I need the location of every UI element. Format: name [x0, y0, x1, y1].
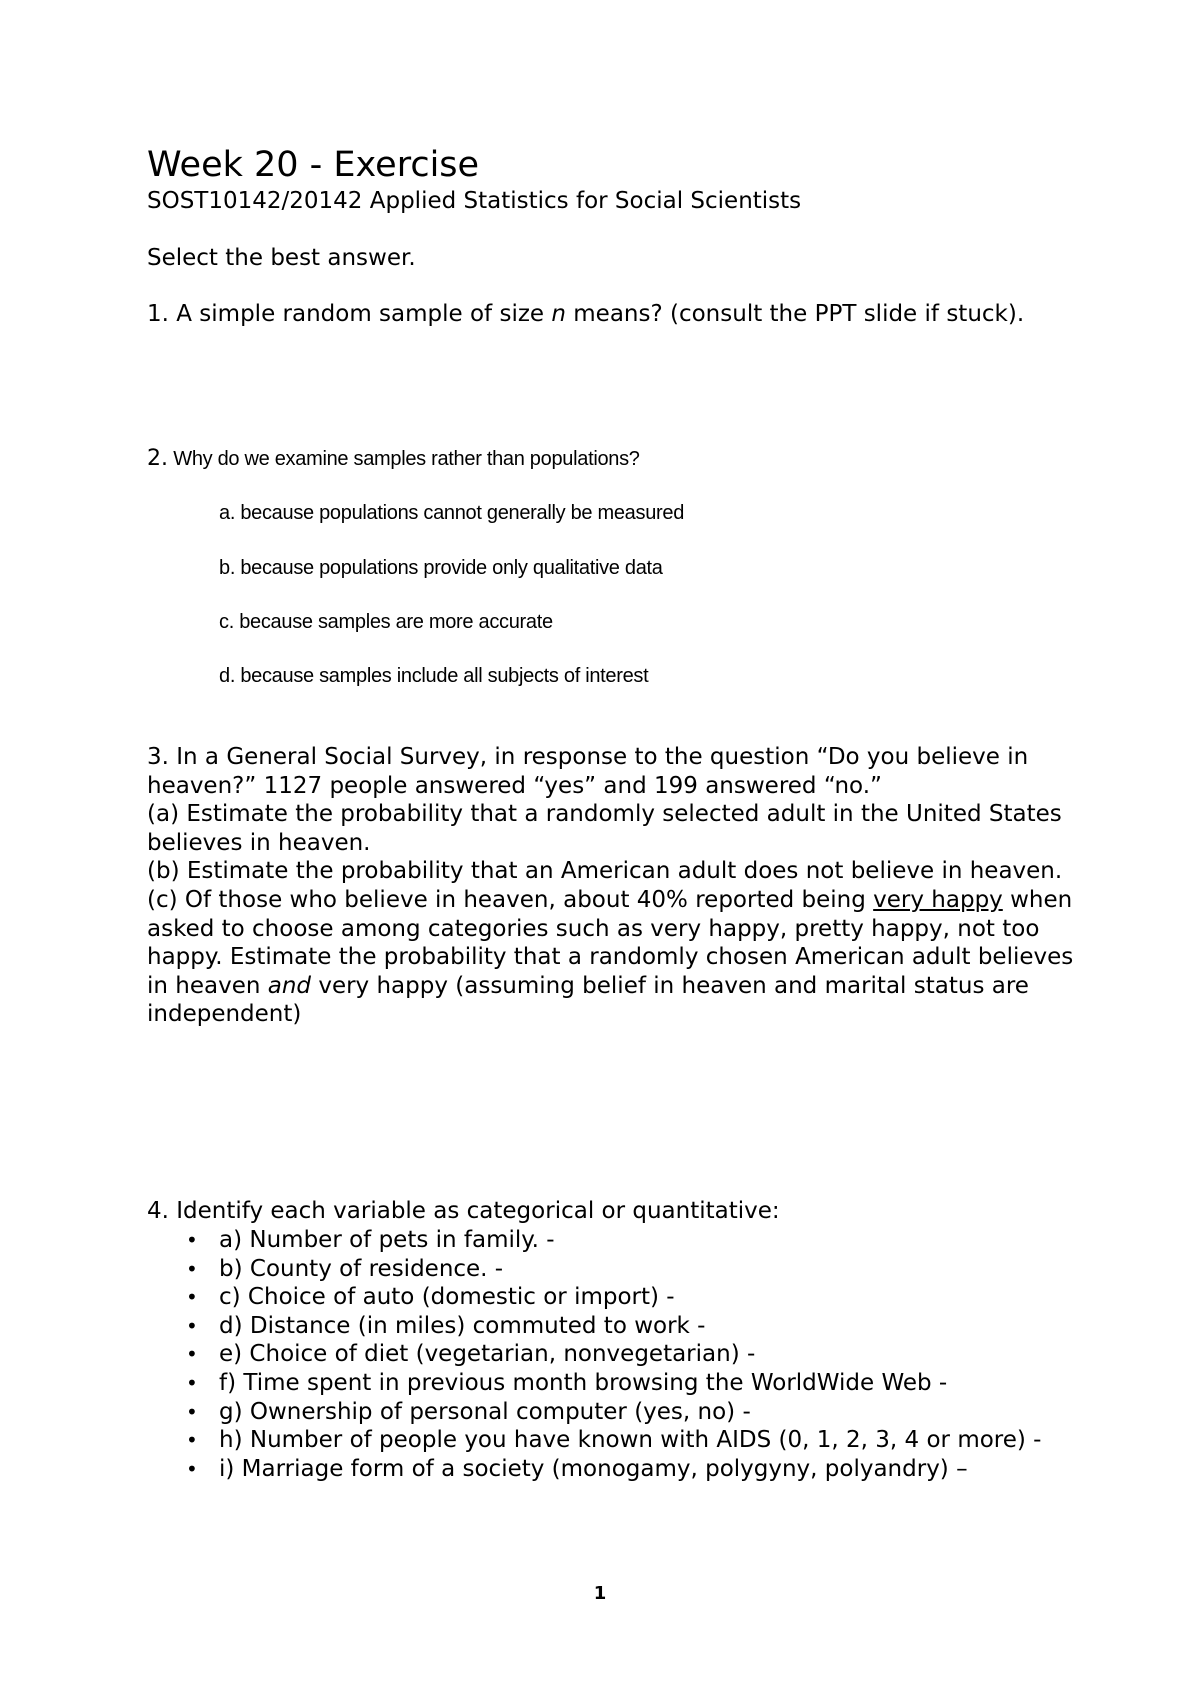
- question-4-list: [186, 1226, 1086, 1483]
- list-item: • f) Time spent in previous month browsing the WorldWide Web -: [186, 1369, 948, 1396]
- question-2-number: 2.: [147, 446, 168, 471]
- list-item: • a) Number of pets in family. -: [186, 1227, 555, 1253]
- question-2-option-c: c. because samples are more accurate: [219, 611, 553, 633]
- list-item: • d) Distance (in miles) commuted to work -: [186, 1312, 706, 1339]
- question-2-option-b: b. because populations provide only qualitative data: [219, 557, 663, 579]
- bullet: •: [186, 1399, 198, 1424]
- question-3-part-c: [147, 886, 1077, 1029]
- question-3-italic-and: and: [267, 972, 312, 999]
- question-2-option-d: d. because samples include all subjects of interest: [219, 665, 649, 687]
- question-1-text-end: means? (consult the PPT slide if stuck).: [565, 301, 1025, 327]
- bullet: •: [186, 1285, 198, 1310]
- bullet: •: [186, 1456, 198, 1481]
- question-1-text: 1. A simple random sample of size: [147, 301, 552, 327]
- instruction-text: Select the best answer.: [147, 245, 416, 271]
- list-item: • e) Choice of diet (vegetarian, nonvegetarian) -: [186, 1341, 756, 1368]
- bullet: •: [186, 1370, 198, 1395]
- question-3-part-a: (a) Estimate the probability that a randomly selected adult in the United States believes in heaven.: [147, 801, 1062, 856]
- page-number: 1: [593, 1583, 607, 1604]
- bullet: •: [186, 1228, 198, 1252]
- bullet: •: [186, 1428, 198, 1453]
- bullet: •: [186, 1256, 198, 1281]
- list-item: • h) Number of people you have known with AIDS (0, 1, 2, 3, 4 or more) -: [186, 1427, 1042, 1454]
- question-2-option-a: a. because populations cannot generally be measured: [219, 502, 685, 524]
- question-2-text: Why do we examine samples rather than populations?: [168, 448, 640, 470]
- list-item: • c) Choice of auto (domestic or import) -: [186, 1284, 675, 1311]
- question-1-variable: n: [551, 301, 566, 327]
- question-3-part-c-middle: when asked to choose among categories such as very happy, pretty happy, not too happy. Estimate the probability that a randomly chosen American adult believes in heaven: [147, 886, 1074, 999]
- question-3-part-b: (b) Estimate the probability that an American adult does not believe in heaven.: [147, 858, 1063, 885]
- page-title: Week 20 - Exercise: [147, 145, 480, 185]
- bullet: •: [186, 1342, 198, 1367]
- list-item: • g) Ownership of personal computer (yes, no) -: [186, 1398, 751, 1425]
- question-2: [147, 445, 640, 472]
- list-item: • i) Marriage form of a society (monogamy, polygyny, polyandry) –: [186, 1455, 968, 1482]
- question-3-underlined-term: very happy: [873, 886, 1003, 913]
- question-1: [147, 300, 1047, 328]
- question-3: [147, 743, 1077, 1029]
- bullet: •: [186, 1313, 198, 1338]
- question-3-part-c-text: (c) Of those who believe in heaven, about 40% reported being: [147, 886, 874, 913]
- question-3-intro: 3. In a General Social Survey, in response to the question “Do you believe in heaven?” 1127 people answered “yes” and 199 answered “no.”: [147, 744, 1029, 799]
- course-subtitle: SOST10142/20142 Applied Statistics for Social Scientists: [147, 188, 802, 214]
- question-3-part-c-end: very happy (assuming belief in heaven and marital status are independent): [147, 972, 1029, 1028]
- list-item: • b) County of residence. -: [186, 1255, 504, 1282]
- question-4-intro: 4. Identify each variable as categorical or quantitative:: [147, 1198, 780, 1224]
